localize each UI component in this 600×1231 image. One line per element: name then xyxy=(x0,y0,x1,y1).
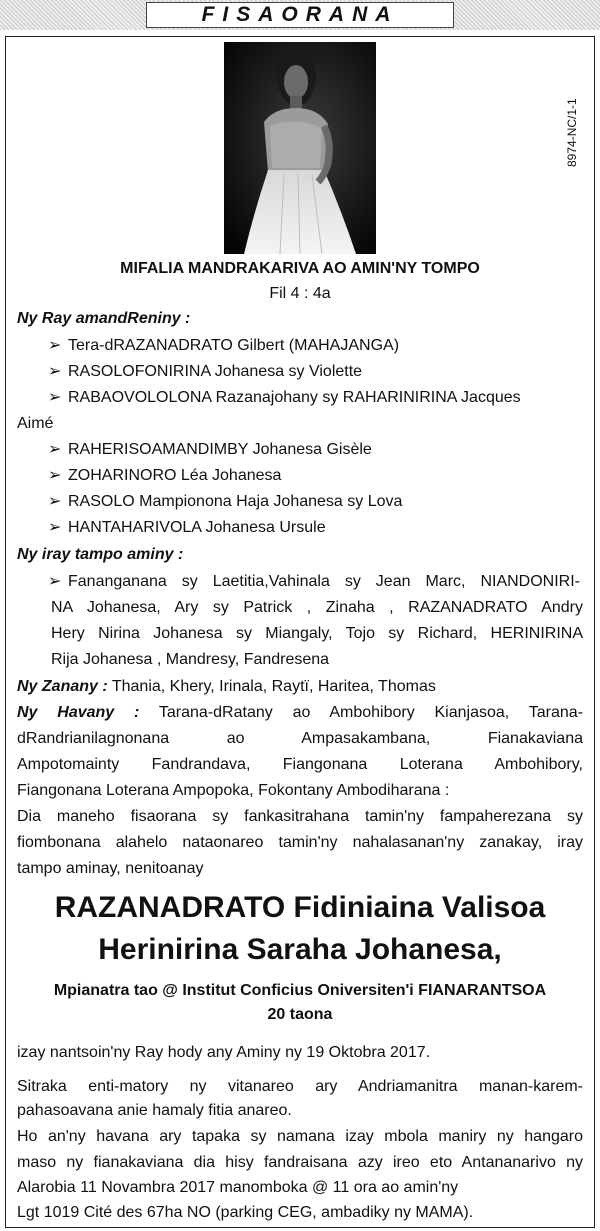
siblings-line: Hery Nirina Johanesa sy Miangaly, Tojo sy Richard, HERINIRINA xyxy=(51,625,583,642)
portrait-image xyxy=(224,42,376,254)
notice-title: MIFALIA MANDRAKARIVA AO AMIN'NY TOMPO xyxy=(120,260,480,277)
list-item: ➢ Tera-dRAZANADRATO Gilbert (MAHAJANGA) xyxy=(48,335,399,357)
relatives-line: Ampotomainty Fandrandava, Fiangonana Loterana Ambohibory, xyxy=(17,756,583,773)
closing-line: pahasoavana anie hamaly fitia anareo. xyxy=(17,1102,292,1119)
list-item: ➢ ZOHARINORO Léa Johanesa xyxy=(48,465,281,487)
siblings-label: Ny iray tampo aminy : xyxy=(17,546,184,563)
arrow-bullet-icon: ➢ xyxy=(48,389,62,406)
siblings-line: ➢ Fananganana sy Laetitia,Vahinala sy Jean Marc, NIANDONIRI- xyxy=(48,571,580,593)
relatives-line: Fiangonana Loterana Ampopoka, Fokontany Ambodiharana : xyxy=(17,782,450,799)
relatives-label: Ny Havany : xyxy=(17,704,140,721)
arrow-bullet-icon: ➢ xyxy=(48,467,62,484)
relatives-line: dRandrianilagnonana ao Ampasakambana, Fianakaviana xyxy=(17,730,583,747)
header-band xyxy=(0,0,600,30)
closing-line: Ho an'ny havana ary tapaka sy namana izay mbola maniry ny hangaro xyxy=(17,1128,583,1145)
parents-label: Ny Ray amandReniny : xyxy=(17,310,191,327)
arrow-bullet-icon: ➢ xyxy=(48,337,62,354)
children-line: Ny Zanany : Thania, Khery, Irinala, Raytï, Haritea, Thomas xyxy=(17,678,436,695)
closing-line: Sitraka enti-matory ny vitanareo ary Andriamanitra manan-karem- xyxy=(17,1078,583,1095)
children-label: Ny Zanany : xyxy=(17,678,108,695)
death-notice: izay nantsoin'ny Ray hody any Aminy ny 19 Oktobra 2017. xyxy=(17,1044,431,1061)
relatives-line: Ny Havany : Tarana-dRatany ao Ambohibory Kianjasoa, Tarana- xyxy=(17,704,584,721)
deceased-name-line1: RAZANADRATO Fidiniaina Valisoa xyxy=(54,891,546,924)
siblings-line: NA Johanesa, Ary sy Patrick , Zinaha , RAZANADRATO Andry xyxy=(51,599,583,616)
deceased-age: 20 taona xyxy=(267,1006,333,1023)
closing-line: Alarobia 11 Novambra 2017 manomboka @ 11 ora ao amin'ny xyxy=(17,1179,459,1196)
list-item: ➢ RABAOVOLOLONA Razanajohany sy RAHARINIRINA Jacques xyxy=(48,387,521,409)
portrait-photo xyxy=(224,42,376,254)
deceased-occupation: Mpianatra tao @ Institut Conficius Oniversiten'i FIANARANTSOA xyxy=(53,982,547,999)
list-item: ➢ HANTAHARIVOLA Johanesa Ursule xyxy=(48,517,326,539)
bible-verse: Fil 4 : 4a xyxy=(269,285,331,302)
list-item: ➢ RASOLOFONIRINA Johanesa sy Violette xyxy=(48,361,362,383)
arrow-bullet-icon: ➢ xyxy=(48,573,62,590)
thanks-line: tampo aminay, nenitoanay xyxy=(17,860,204,877)
arrow-bullet-icon: ➢ xyxy=(48,519,62,536)
header-title: FISAORANA xyxy=(146,2,454,28)
list-item-continuation: Aimé xyxy=(17,415,54,432)
list-item: ➢ RASOLO Mampionona Haja Johanesa sy Lova xyxy=(48,491,402,513)
closing-line: Lgt 1019 Cité des 67ha NO (parking CEG, ambadiky ny MAMA). xyxy=(17,1204,474,1221)
thanks-line: Dia maneho fisaorana sy fankasitrahana tamin'ny fampaherezana sy xyxy=(17,808,583,825)
arrow-bullet-icon: ➢ xyxy=(48,441,62,458)
siblings-line: Rija Johanesa , Mandresy, Fandresena xyxy=(51,651,330,668)
arrow-bullet-icon: ➢ xyxy=(48,493,62,510)
deceased-name-line2: Herinirina Saraha Johanesa, xyxy=(98,933,502,966)
arrow-bullet-icon: ➢ xyxy=(48,363,62,380)
reference-code: 8974-NC/1-1 xyxy=(565,98,579,168)
closing-line: maso ny fianakaviana dia hisy fandraisana azy ireo eto Antananarivo ny xyxy=(17,1154,583,1171)
list-item: ➢ RAHERISOAMANDIMBY Johanesa Gisèle xyxy=(48,439,372,461)
thanks-line: fiombonana alahelo nataonareo tamin'ny nahalasanan'ny zanakay, iray xyxy=(17,834,583,851)
